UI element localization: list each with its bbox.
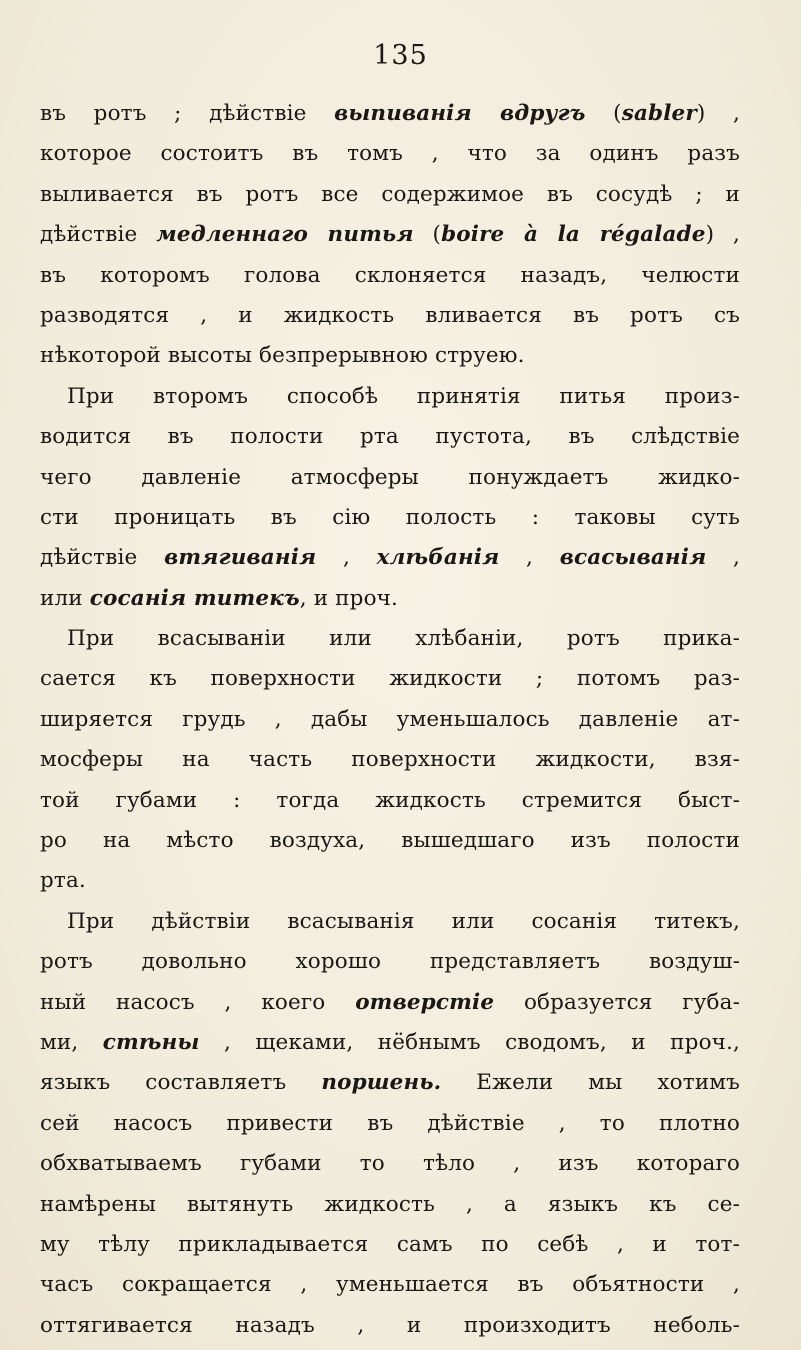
- text-line: разводятся , и жидкость вливается въ ротъ съ: [40, 302, 740, 328]
- text-line: ро на мѣсто воздуха, вышедшаго изъ полости: [40, 828, 740, 854]
- body-text: [40, 94, 740, 1346]
- text-line: рта.: [40, 868, 86, 894]
- text-line: оттягивается назадъ , и произходитъ неболь-: [40, 1312, 740, 1338]
- text-line: часъ сокращается , уменьшается въ объятности ,: [40, 1272, 740, 1298]
- text-line: сается къ поверхности жидкости ; потомъ раз-: [40, 666, 740, 692]
- text-line: мосферы на часть поверхности жидкости, взя-: [40, 747, 740, 773]
- text-line: сти проницать въ сію полость : таковы суть: [40, 504, 740, 530]
- text-line: той губами : тогда жидкость стремится быст-: [40, 787, 740, 813]
- text-line: обхватываемъ губами то тѣло , изъ котораго: [40, 1151, 740, 1177]
- text-line: ми, стѣны , щеками, нёбнымъ сводомъ, и проч.,: [40, 1029, 740, 1055]
- text-line: языкъ составляетъ поршень. Ежели мы хотимъ: [40, 1070, 740, 1096]
- text-line: При всасываніи или хлѣбаніи, ротъ прика-: [67, 626, 740, 652]
- text-line: При второмъ способѣ принятія питья произ-: [67, 383, 740, 409]
- text-line: которое состоитъ въ томъ , что за одинъ разъ: [40, 141, 740, 167]
- text-line: ный насосъ , коего отверстіе образуется губа-: [40, 989, 740, 1015]
- text-line: намѣрены вытянуть жидкость , а языкъ къ се-: [40, 1191, 740, 1217]
- text-line: или сосанія титекъ, и проч.: [40, 585, 399, 611]
- text-line: чего давленіе атмосферы понуждаетъ жидко-: [40, 464, 740, 490]
- text-line: сей насосъ привести въ дѣйствіе , то плотно: [40, 1110, 740, 1136]
- text-line: водится въ полости рта пустота, въ слѣдствіе: [40, 424, 740, 450]
- text-line: При дѣйствіи всасыванія или сосанія титекъ,: [67, 908, 740, 934]
- text-line: дѣйствіе втягиванія , хлѣбанія , всасыванія ,: [40, 545, 740, 571]
- text-line: му тѣлу прикладывается самъ по себѣ , и тот-: [40, 1231, 740, 1257]
- text-line: ротъ довольно хорошо представляетъ воздуш-: [40, 949, 740, 975]
- text-line: ширяется грудь , дабы уменьшалось давленіе ат-: [40, 706, 740, 732]
- page-number: 135: [373, 40, 428, 71]
- text-line: выливается въ ротъ все содержимое въ сосудѣ ; и: [40, 181, 740, 207]
- text-line: дѣйствіе медленнаго питья (boire à la régalade) ,: [40, 222, 740, 248]
- text-line: нѣкоторой высоты безпрерывною струею.: [40, 343, 525, 369]
- text-line: въ которомъ голова склоняется назадъ, челюсти: [40, 262, 740, 288]
- text-line: въ ротъ ; дѣйствіе выпиванія вдругъ (sabler) ,: [40, 101, 740, 126]
